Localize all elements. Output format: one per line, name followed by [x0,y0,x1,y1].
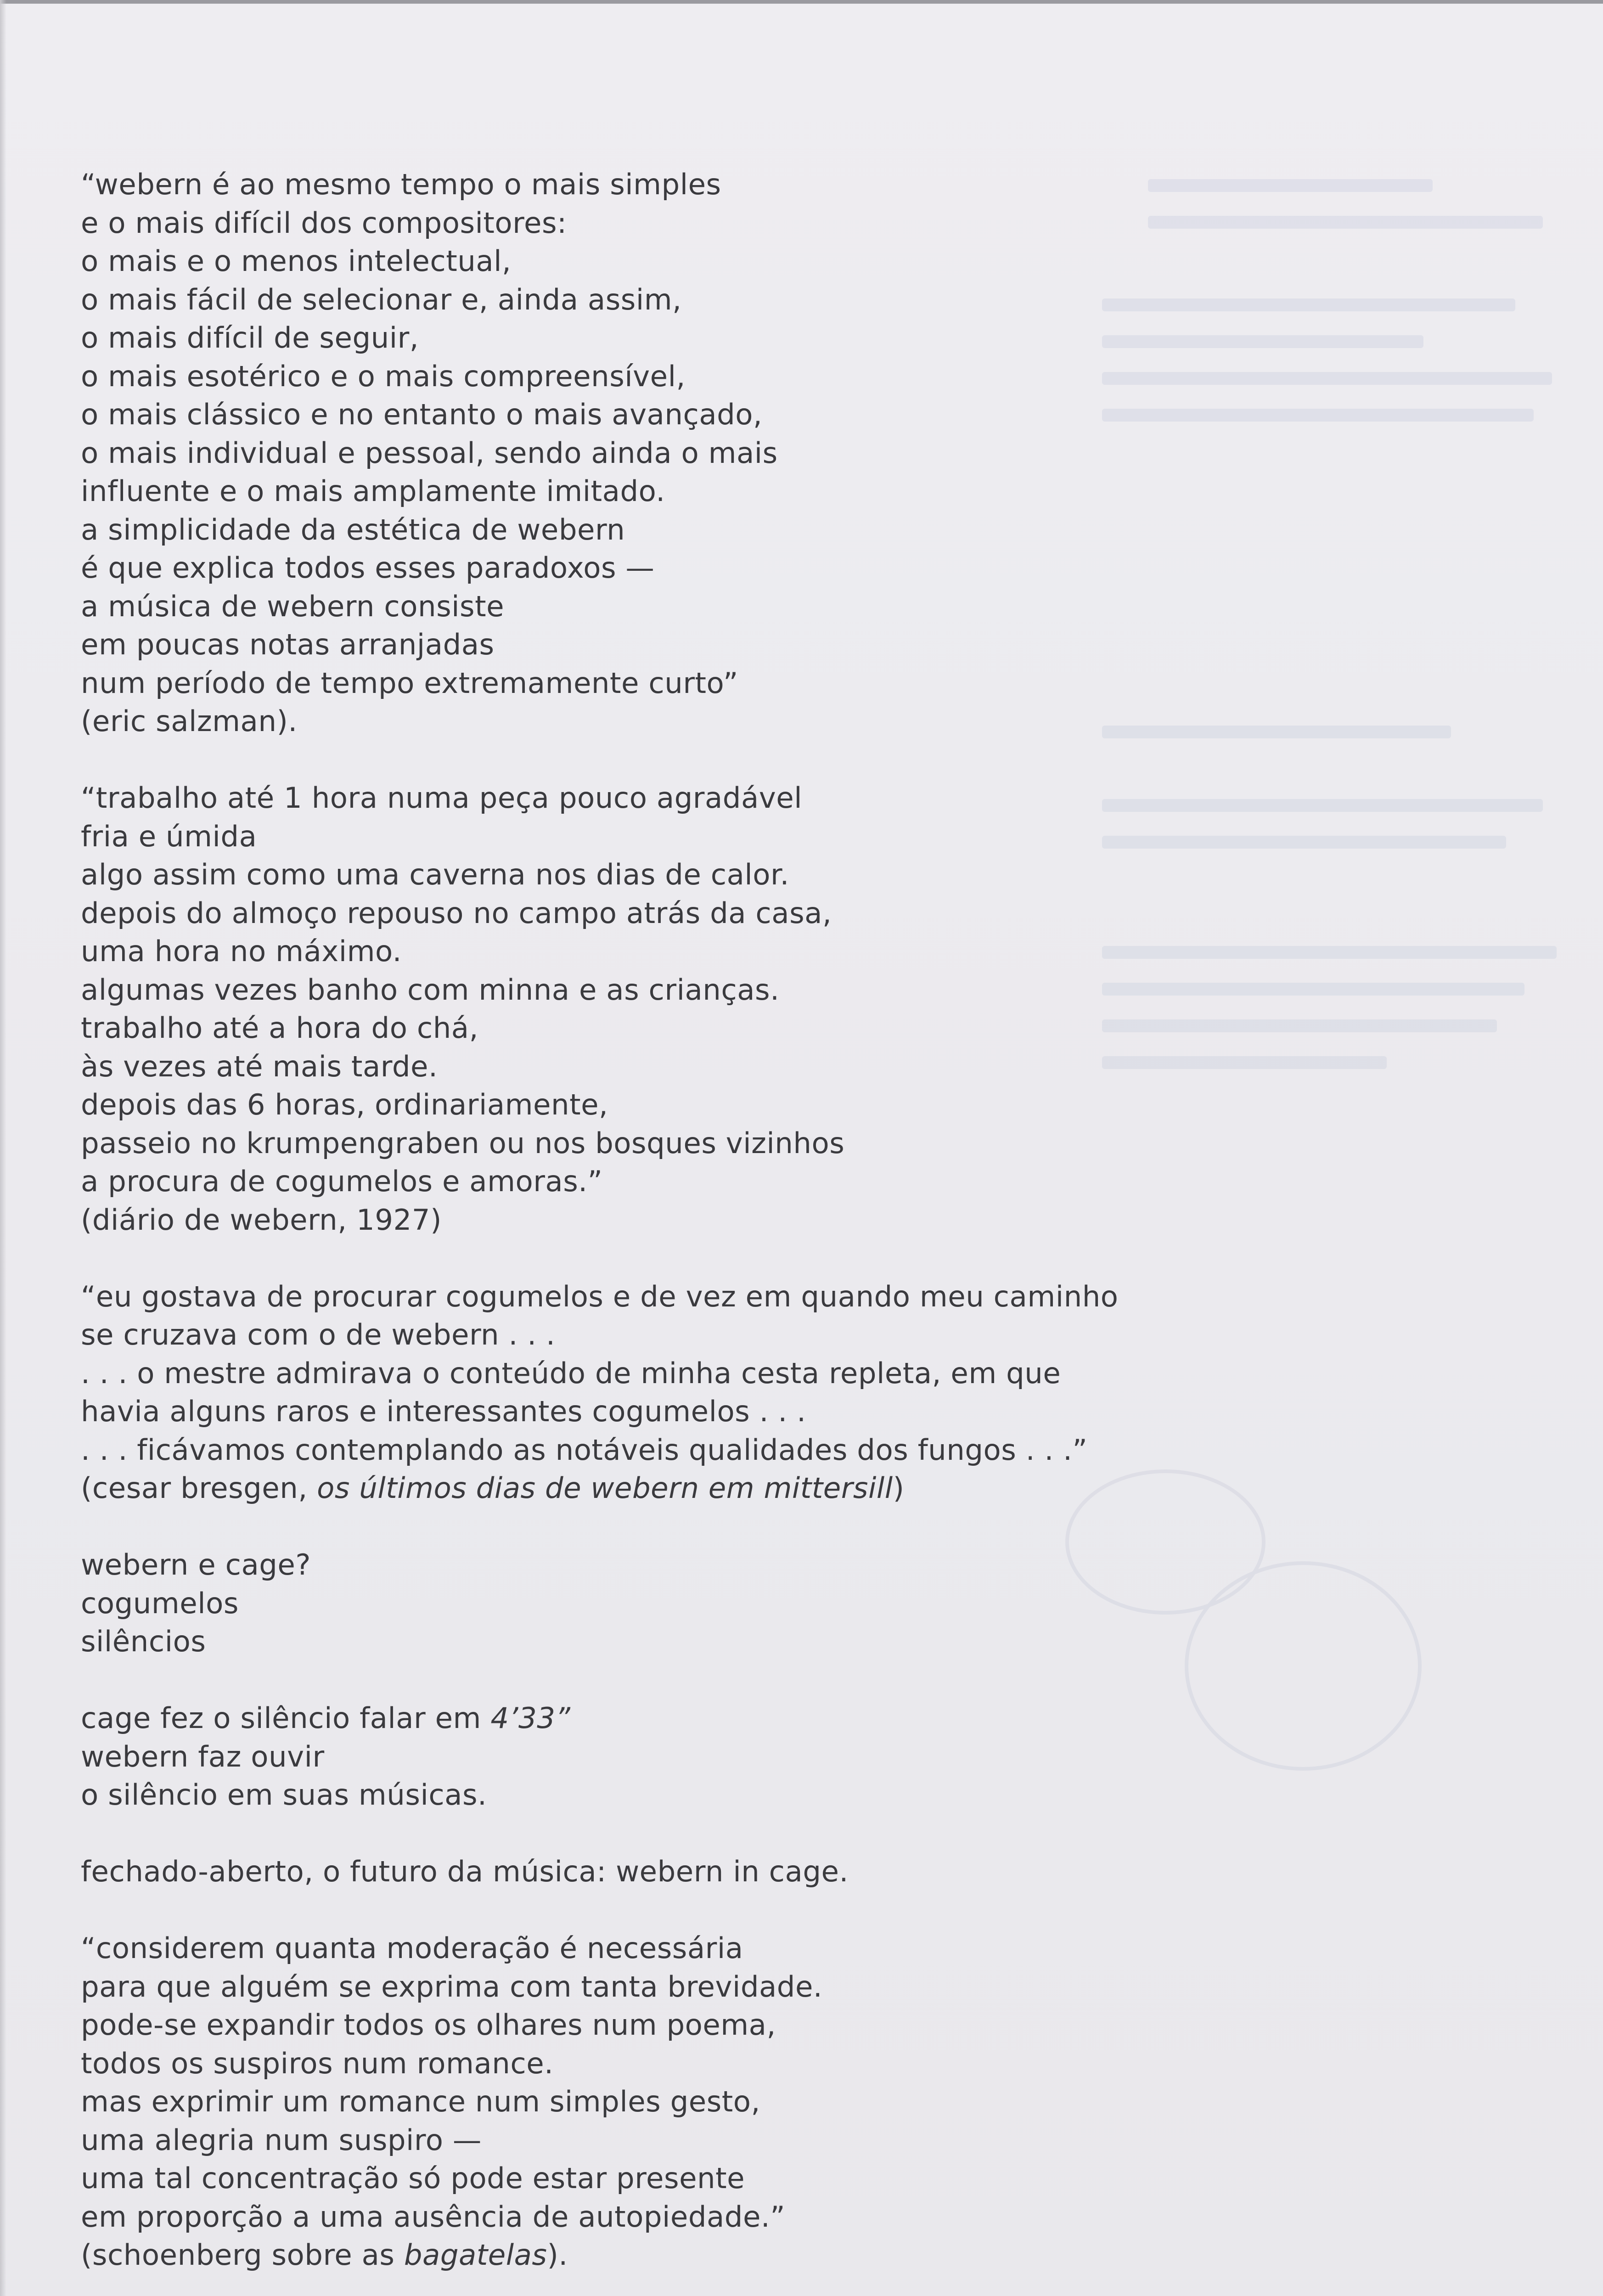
text-line [81,1699,1275,1738]
text-line: depois do almoço repouso no campo atrás da casa, [81,896,832,930]
text-line: o mais difícil de seguir, [81,321,419,355]
text-line: às vezes até mais tarde. [81,1049,438,1083]
text-line: o mais e o menos intelectual, [81,244,512,278]
citation-title: os últimos dias de webern em mittersill [317,1471,893,1505]
text-line: a simplicidade da estética de webern [81,512,625,546]
text-line: passeio no krumpengraben ou nos bosques vizinhos [81,1126,845,1160]
text-line: todos os suspiros num romance. [81,2046,554,2080]
paragraph-salzman-quote [81,165,1275,741]
text-line: fechado-aberto, o futuro da música: webern in cage. [81,1855,849,1888]
text-line: o mais individual e pessoal, sendo ainda o mais [81,436,778,470]
text-line: é que explica todos esses paradoxos — [81,551,655,585]
text-line: o mais clássico e no entanto o mais avançado, [81,398,763,431]
citation-suffix: ). [547,2238,568,2272]
text-line: algumas vezes banho com minna e as crianças. [81,973,780,1007]
text-line: em poucas notas arranjadas [81,628,495,661]
text-line: se cruzava com o de webern . . . [81,1318,556,1351]
text-line: webern faz ouvir [81,1739,325,1773]
citation-prefix: (schoenberg sobre as [81,2238,404,2272]
citation-suffix: ) [893,1471,905,1505]
poem-text [81,165,1275,2274]
text-line: a música de webern consiste [81,589,505,623]
work-title: 4’33” [490,1701,571,1735]
text-line: “trabalho até 1 hora numa peça pouco agradável [81,781,803,815]
text-line: trabalho até a hora do chá, [81,1011,478,1045]
citation-line [81,1469,1275,1508]
citation-title: bagatelas [404,2238,547,2272]
citation-line [81,2236,1275,2274]
citation-line: (eric salzman). [81,704,298,738]
paragraph-silence [81,1699,1275,1814]
text-line: mas exprimir um romance num simples gesto, [81,2085,760,2118]
text-line: uma hora no máximo. [81,934,402,968]
text-line: uma tal concentração só pode estar presente [81,2161,745,2195]
text-line: . . . o mestre admirava o conteúdo de minha cesta repleta, em que [81,1356,1061,1390]
text-line: silêncios [81,1625,206,1658]
text-line: o silêncio em suas músicas. [81,1778,487,1812]
paragraph-future [81,1852,1275,1891]
text-line: em proporção a uma ausência de autopiedade.” [81,2200,786,2234]
text-line: havia alguns raros e interessantes cogumelos . . . [81,1395,806,1428]
text-line: . . . ficávamos contemplando as notáveis qualidades dos fungos . . .” [81,1433,1088,1467]
citation-line: (diário de webern, 1927) [81,1203,442,1237]
text-line: “eu gostava de procurar cogumelos e de vez em quando meu caminho [81,1279,1119,1313]
text-line: e o mais difícil dos compositores: [81,206,567,240]
text-line: o mais fácil de selecionar e, ainda assim, [81,282,682,316]
text-line: fria e úmida [81,819,257,853]
paragraph-webern-cage [81,1546,1275,1661]
text-line: cogumelos [81,1586,239,1620]
citation-prefix: (cesar bresgen, [81,1471,317,1505]
text-line: a procura de cogumelos e amoras.” [81,1165,603,1198]
line-prefix: cage fez o silêncio falar em [81,1701,491,1735]
paragraph-bresgen-quote [81,1277,1275,1508]
page-top-edge [0,0,1603,4]
text-line: depois das 6 horas, ordinariamente, [81,1088,608,1121]
paragraph-schoenberg-quote [81,1929,1275,2274]
text-line: pode-se expandir todos os olhares num poema, [81,2008,776,2042]
page-binding-shadow [0,0,6,2296]
text-line: “considerem quanta moderação é necessária [81,1931,743,1965]
text-line: influente e o mais amplamente imitado. [81,474,665,508]
paragraph-webern-diary [81,779,1275,1239]
text-line: algo assim como uma caverna nos dias de calor. [81,858,789,891]
text-line: num período de tempo extremamente curto” [81,666,738,700]
text-line: uma alegria num suspiro — [81,2123,482,2157]
text-line: webern e cage? [81,1548,311,1581]
text-line: “webern é ao mesmo tempo o mais simples [81,168,721,201]
text-line: o mais esotérico e o mais compreensível, [81,359,686,393]
text-line: para que alguém se exprima com tanta brevidade. [81,1970,823,2003]
